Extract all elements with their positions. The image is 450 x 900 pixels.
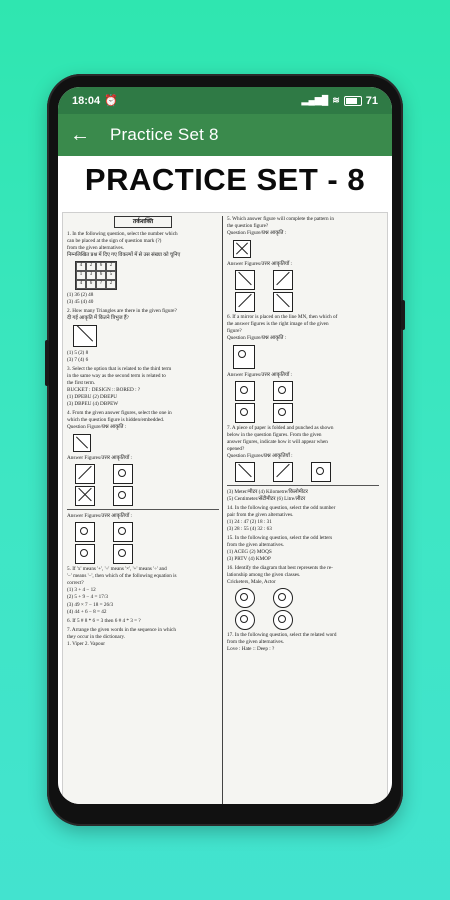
question-r6: 6. If a mirror is placed on the line MN, then which of the answer figures is the right image of the given figure? Question Figure/प्रश्न आकृति : Answer Figures/उत्तर आकृतियाँ : (227, 314, 379, 423)
app-title: Practice Set 8 (110, 125, 219, 144)
answer-figure-8 (113, 544, 133, 564)
back-arrow-icon[interactable]: ← (70, 123, 90, 146)
left-column: तर्कशक्ति 1. In the following question, select the number which can be placed at the sign of question mark (?) from the given alternatives. निम्नलिखित प्रश्न में दिए गए विकल्पों में से उस संख्या को चुनिए 4 2 6 2 1 3 6 5 4 6 ? 2 (1) 36 (2) 48 (3) 45 (4) 40 2. How many Triangles are there in the given figure? दी गई आकृति में कितने त्रिभुज हैं? (1) 5 (2) 8 (3) 7 (4) 6 3. Select the option that is related to the third term in the same way as the second term is related to the first term. BUCKET : DESIGN :: BORED : ? (1) DPEBU (2) DBEPU (3) DBPEU (4) DBPEW 4. From the given answer figures, select the one in which the question figure is hidden/embedded. Question Figure/प्रश्न आकृति : Answer Figures/उत्तर आकृतियाँ : Answer Figures/उत्तर आकृतियाँ : 5. If 'x' means '+', '÷' means '×', '+' means '÷' and '−' means '−', then which of the following equation is correct? (1) 3 + 4 − 12 (2) 5 + 9 − 4 = 17/3 (3) 49 × 7 − 18 = 26/3 (4) 44 + 6 − 8 = 42 6. If 5 # 8 * 6 = 3 then 6 # 4 * 3 = ? 7. Arrange the given words in the sequence in which they occur in the dictionary. 1. Viper 2. Vapour (67, 216, 219, 650)
power-button (401, 300, 405, 330)
pattern-figure (233, 240, 251, 258)
venn-option-2 (273, 588, 293, 608)
question-figure (73, 434, 91, 452)
answer-figure-r4 (273, 292, 293, 312)
fold-figure-2 (273, 462, 293, 482)
battery-percent: 71 (365, 94, 378, 107)
venn-option-1 (235, 588, 255, 608)
status-time: 18:04 (72, 94, 101, 107)
wifi-icon: ≋ (332, 95, 340, 105)
answer-figure-r2 (273, 270, 293, 290)
answer-figure-5 (75, 522, 95, 542)
mirror-figure (233, 345, 255, 369)
question-2: 2. How many Triangles are there in the given figure? दी गई आकृति में कितने त्रिभुज हैं? (1) 5 (2) 8 (3) 7 (4) 6 (67, 308, 177, 364)
answer-figure-r1 (235, 270, 255, 290)
fold-figure-3 (311, 462, 331, 482)
section-heading: तर्कशक्ति (114, 216, 172, 228)
question-1: 1. In the following question, select the number which can be placed at the sign of question mark (?) from the given alternatives. निम्नलिखित प्रश्न में दिए गए विकल्पों में से उस संख्या को चुनिए 4 2 6 2 1 3 6 5 4 6 ? 2 (1) 36 (2) 48 (3) 45 (4) 40 (67, 231, 181, 306)
venn-option-4 (273, 610, 293, 630)
question-r7: 7. A piece of paper is folded and punched as shown below in the question figures. From the given answer figures, indicate how it will appear when opened? Question Figures/प्रश्न आकृतियाँ : (227, 425, 379, 482)
answer-figure-6 (113, 522, 133, 542)
answer-figure-r5 (235, 381, 255, 401)
answer-figure-r8 (273, 403, 293, 423)
question-4: 4. From the given answer figures, select the one in which the question figure is hidden/embedded. Question Figure/प्रश्न आकृति : Answer Figures/उत्तर आकृतियाँ : (67, 410, 219, 506)
answer-figure-2 (113, 464, 133, 484)
volume-button (45, 340, 49, 386)
question-r5: 5. Which answer figure will complete the pattern in the question figure? Question Figure/प्रश्न आकृति : Answer Figures/उत्तर आकृतियाँ : (227, 216, 379, 312)
question-14: 14. In the following question, select the odd number pair from the given alternatives. (1) 24 : 47 (2) 18 : 31 (3) 28 : 55 (4) 32 : 63 (227, 505, 336, 533)
question-15: 15. In the following question, select the odd letters from the given alternatives. (1) ACEG (2) MOQS (3) PRTV (4) KMOP (227, 535, 333, 563)
venn-option-3 (235, 610, 255, 630)
document-viewer[interactable] (58, 156, 392, 804)
question-16: 16. Identify the diagram that best represents the re- lationship among the given classes. Cricketers, Male, Actor (227, 565, 379, 630)
triangle-figure (73, 325, 97, 347)
question-5: 5. If 'x' means '+', '÷' means '×', '+' means '÷' and '−' means '−', then which of the following equation is correct? (1) 3 + 4 − 12 (2) 5 + 9 − 4 = 17/3 (3) 49 × 7 − 18 = 26/3 (4) 44 + 6 − 8 = 42 (67, 566, 177, 615)
answer-figure-1 (75, 464, 95, 484)
status-bar (58, 87, 392, 114)
answer-figure-r7 (235, 403, 255, 423)
answer-figure-4 (113, 486, 133, 506)
question-7: 7. Arrange the given words in the sequence in which they occur in the dictionary. 1. Viper 2. Vapour (67, 626, 176, 647)
column-divider (222, 216, 223, 804)
answer-figure-r3 (235, 292, 255, 312)
phone-screen (58, 87, 392, 804)
document-title: PRACTICE SET - 8 (84, 162, 366, 197)
answer-figure-7 (75, 544, 95, 564)
fold-figure-1 (235, 462, 255, 482)
alarm-icon: ⏰ (104, 95, 118, 107)
answer-figure-3 (75, 486, 95, 506)
question-3: 3. Select the option that is related to the third term in the same way as the second term is related to the first term. BUCKET : DESIGN :: BORED : ? (1) DPEBU (2) DBEPU (3) DBPEU (4) DBPEW (67, 366, 172, 408)
right-column: 5. Which answer figure will complete the pattern in the question figure? Question Figure/प्रश्न आकृति : Answer Figures/उत्तर आकृतियाँ : 6. If a mirror is placed on the line MN, then which of the answer figures is the right image of the given figure? Question Figure/प्रश्न आकृति : Answer Figures/उत्तर आकृतियाँ : 7. A piece of paper is folded and punched as shown below in the question figures. From the given answer figures, indicate how it will appear when opened? Question Figures/प्रश्न आकृतियाँ : (3) Meter/मीटर (4) Kilometre/किलोमीटर (5) Centimeter/सेंटीमीटर (6) Litre/लीटर 14. In the following question, select the odd number pair from the given alternatives. (1) 24 : 47 (2) 18 : 31 (3) 28 : 55 (4) 32 : 63 15. In the following question, select the odd letters from the given alternatives. (1) ACEG (2) MOQS (3) PRTV (4) KMOP 16. Identify the diagram that best represents the re- lationship among the given classes. Cricketers, Male, Actor 17. In the following question, select the related word from the given alternatives. Love : Hate :: Deep : ? (227, 216, 379, 655)
question-6: 6. If 5 # 8 * 6 = 3 then 6 # 4 * 3 = ? (67, 617, 141, 624)
signal-icon: ▂▄▆█ (301, 95, 329, 105)
number-grid: 4 2 6 2 1 3 6 5 4 6 ? 2 (75, 261, 117, 290)
answer-figure-r6 (273, 381, 293, 401)
app-bar (58, 114, 392, 156)
battery-icon (344, 96, 362, 106)
question-17: 17. In the following question, select the related word from the given alternatives. Love : Hate :: Deep : ? (227, 632, 337, 653)
document-page (62, 212, 388, 804)
